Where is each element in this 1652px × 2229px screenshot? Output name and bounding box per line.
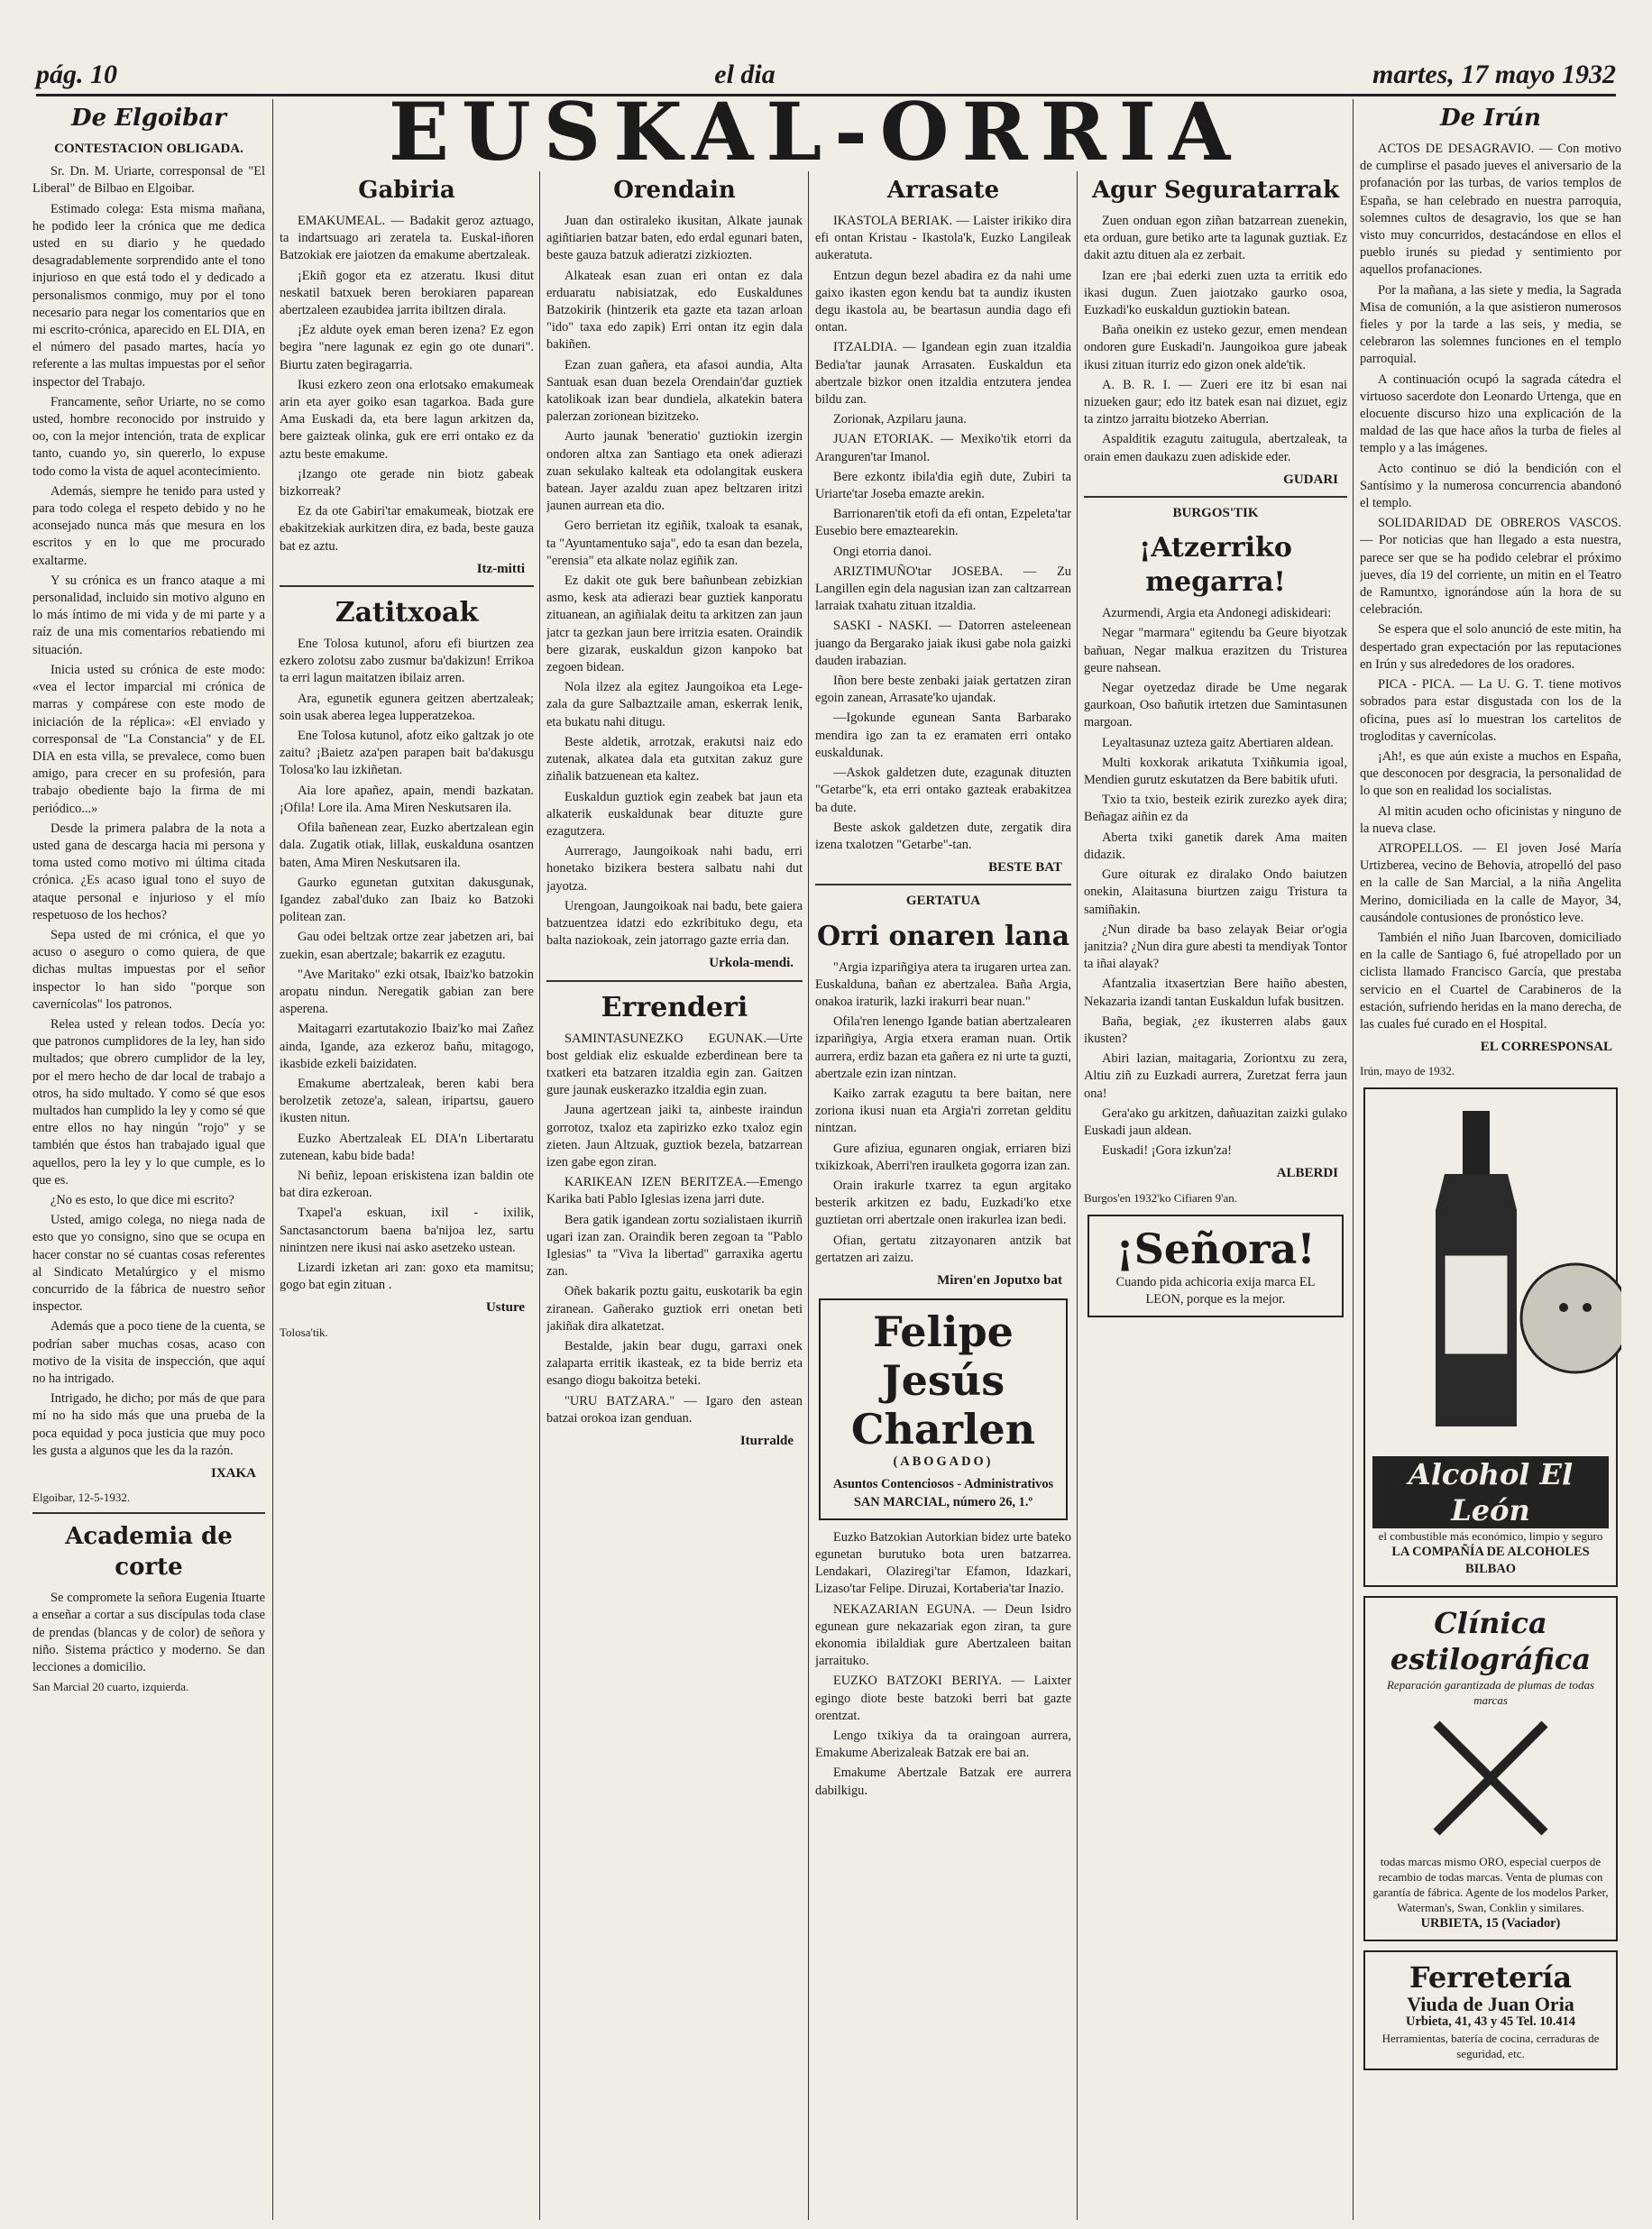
article-paragraph: Francamente, señor Uriarte, no se como usted, hombre reconocido por instruido y oo, con la mejor intención, trata de explicar tanto, cuando yo, sin quererlo, lo expuse todo como la vista de aquel acontecimiento. [32,394,265,479]
article-paragraph: Sr. Dn. M. Uriarte, corresponsal de "El Liberal" de Bilbao en Elgoibar. [32,164,265,197]
article-paragraph: A. B. R. I. — Zueri ere itz bi esan nai nizueken gaur; edo itz batek esan nai dizuet, egiz ta zintzo jarraitu biotzeko Aberrian. [1084,377,1347,427]
poem-stanza: ¿Nun dirade ba baso zelayak Beiar or'ogia janitzia? ¿Nun dira gure abesti ta mendiyak Tontor ta iñai alayak? [1084,922,1347,972]
pen-clinic-advertisement [1363,1596,1618,1941]
section-subtitle: CONTESTACION OBLIGADA. [54,142,243,156]
section-label: BURGOS'TIK [1172,506,1259,521]
section-title: Arrasate [886,177,1000,204]
signature: BESTE BAT [988,860,1062,876]
article-paragraph: Iñon bere beste zenbaki jaiak gertatzen ziran egoin zanean, Arrasate'ko ujandak. [815,674,1071,706]
bottle-lion-illustration [1372,1102,1621,1445]
poem-stanza: Abiri lazian, maitagaria, Zoriontxu zu zera, Altiu ziñ zu Euzkadi aurrera, Zuretzat ferra jaun ona! [1084,1051,1347,1101]
issue-date: martes, 17 mayo 1932 [1372,60,1616,89]
divider [1084,496,1347,498]
article-paragraph: —Askok galdetzen dute, ezagunak dituzten "Getarbe"k, eta erri ontako gazteak erabakitzea ba dute. [815,766,1071,815]
column-orendain [546,171,803,2211]
article-paragraph: Beste aldetik, arrotzak, erakutsi naiz edo zutenak, alkatea dala eta gutxitan zakuz gure ziñalik batzuenean eta kaltez. [546,734,803,784]
section-title: Errenderi [601,991,748,1023]
column-rule [1353,99,1354,2220]
signature: Iturralde [739,1434,794,1448]
lion-icon [1521,1264,1621,1372]
article-paragraph: Ara, egunetik egunera geitzen abertzaleak; soin usak aberea legea lupperatzekoa. [280,691,534,723]
article-paragraph: Alkateak esan zuan eri ontan ez dala erduaratu nabisiatzak, edo Euskaldunes Batzokirik (hintzerik eta gazte eta tazan arloan "ido" taxa edo zapik) Erri ontan itz egin dala bakiñen. [546,268,803,353]
dateline: Burgos'en 1932'ko Cifiaren 9'an. [1084,1190,1237,1205]
ad-address: SAN MARCIAL, número 26, 1.º [853,1494,1033,1509]
article-paragraph: Jauna agertzean jaiki ta, ainbeste iraindun gorrotoz, txaloz eta zapirizko ezko txaloz egin zieten. Jaun Altzuak, guztiok bezela, batzarrean izen gabe egon ziran. [546,1103,803,1170]
page-number: pág. 10 [36,60,117,89]
article-paragraph: Ez dakit ote guk bere bañunbean zebizkian asmo, kesk ata adierazi bear guztiek kanporatu zituanean, an agiñialak deitu ta arkitzen zan jaun jatcr ta gezkan jaun bere irritzia esaten. Oraindik bere gizarak, euskaldun gizon kanpoko bat zegoen bidean. [546,573,803,675]
article-paragraph: Ikusi ezkero zeon ona erlotsako emakumeak arin eta ayer goiko esan tagarkoa. Bada gure Ama Euskadi da, eta bere lagun arkitzen da, bere gaizteak olinka, guk ere erri ontako ez da aztu beste emakume. [280,377,534,462]
divider [280,585,534,587]
article-paragraph: Inicia usted su crónica de este modo: «vea el lector imparcial mi crónica de marras y compárese con este modo de iniciación de la réplica»: «El enviado y corresponsal de "La Constancia" y de EL DIA en esta villa, se prevalece, como buen amigo, para crecer en su profesión, para trabajo obediente bajo la firma de mi periódico...» [32,662,265,816]
article-paragraph: EMAKUMEAL. — Badakit geroz aztuago, ta indartsuago ari zeratela ta. Euskal-iñoren Batzokiak ere jaiotzen da emakume abertzaleak. [280,214,534,263]
article-paragraph: Ezan zuan gañera, eta afasoi aundia, Alta Santuak esan duan bezela Orendain'dar guztiek katolikoak izan bear dundiela, alkatekin batera palerzan zorionean bizitzeko. [546,357,803,425]
section-title: Orendain [613,177,736,204]
ad-subtitle: Reparación garantizada de plumas de todas marcas [1386,1677,1594,1707]
poem-stanza: Baña, begiak, ¿ez ikusterren alabs gaux ikusten? [1084,1014,1347,1046]
article-paragraph: "URU BATZARA." — Igaro den astean batzai orokoa izan genduan. [546,1393,803,1426]
section-title: Zatitxoak [335,597,479,629]
signature: Itz-mitti [476,561,525,576]
article-paragraph: Y su crónica es un franco ataque a mi personalidad, incluido sin motivo alguno en lo más íntimo de mi vida y de mi parte y a raíz de una mis comentarios rebatiendo mi situación. [32,573,265,657]
article-paragraph: ITZALDIA. — Igandean egin zuan itzaldia Bedia'tar jaunak Arrasaten. Euskaldun eta abertzale bizkor onen itzaldia entzutera jendea bildu zan. [815,340,1071,408]
article-paragraph: Nola ilzez ala egitez Jaungoikoa eta Lege-zala da gure Salbaztzaile aman, eskerrak lenik, eta bukatu nahi ditugu. [546,680,803,729]
article-paragraph: NEKAZARIAN EGUNA. — Deun Isidro egunean gure nekazariak egon ziran, ta gure ekonomia ibilaldiak gure Abertzaleen baitan jarraituko. [815,1601,1071,1669]
article-paragraph: Maitagarri ezartutakozio Ibaiz'ko mai Zañez ainda, Igande, aza ezkeroz bañu, mitagogo, ikasbide ezkeli baizidaten. [280,1022,534,1071]
signature: EL CORRESPONSAL [1480,1040,1612,1055]
column-arrasate [815,171,1071,2211]
ad-title: Ferretería [1409,1960,1573,1995]
ad-name: Viuda de Juan Oria [1407,1993,1574,2016]
article-paragraph: Usted, amigo colega, no niega nada de esto que yo consigno, sino que se ocupa en hacer constar no sé cuantas cosas referentes al Sindicato Metalúrgico y el mismo concurrido de la fábrica de nuestro señor inspector. [32,1213,265,1315]
article-paragraph: Ofila bañenean zear, Euzko abertzalean egin dala. Zugatik otiak, lillak, euskalduna osantzen baten, Ama Miren Neskutsaren ila. [280,821,534,870]
bottle-label-icon [1445,1255,1508,1354]
ad-text: Cuando pida achicoria exija marca EL LEON, porque es la mejor. [1115,1274,1316,1307]
ad-line: LA COMPAÑÍA DE ALCOHOLES [1391,1544,1590,1559]
article-paragraph: Gure afiziua, egunaren ongiak, erriaren bizi txikizkoak, Aberri'ren iraulketa gogorra izan zan. [815,1141,1071,1173]
article-paragraph: Euzko Abertzaleak EL DIA'n Libertaratu zutenean, kabu bide bada! [280,1131,534,1163]
ad-line: Asuntos Contenciosos - Administrativos [832,1477,1054,1492]
article-paragraph: Aurrerago, Jaungoikoak nahi badu, erri honetako bizikera bestera salbatu nahi dut jayotza. [546,844,803,894]
article-paragraph: Orain irakurle txarrez ta egun argitako besterik arkitzen ez badu, Euzkadi'ko etxe guztietan orri abertzale onen irakurlea izan bedi. [815,1178,1071,1228]
article-paragraph: SOLIDARIDAD DE OBREROS VASCOS. — Por noticias que han llegado a esta nuestra, parece ser que se ha podido celebrar el próximo jueves, día 19 del corriente, un mitin en el Teatro de Ramuntxo, ignorándose aún la hora de su celebración. [1360,516,1621,618]
poem-stanza: Afantzalia itxasertzian Bere haiño abesten, Nekazaria izandi tantan Euskaldun lufak busitzen. [1084,977,1347,1009]
article-paragraph: Por la mañana, a las siete y media, la Sagrada Misa de comunión, a la que asistieron numerosos fieles y por la tarde a las seis, y media, se celebraron las solemnes funciones en el templo parroquial. [1360,282,1621,367]
article-paragraph: ¡Ah!, es que aún existe a muchos en España, que desconocen por desgracia, la personalidad de lo que son en realidad los socialistas. [1360,748,1621,799]
article-paragraph: Bera gatik igandean zortu sozialistaen ikurriñ ugari izan zan. Oraindik beren zegoan ta "Pablo Iglesias" ta "Viva la libertad" garraxika agertu zan. [546,1212,803,1280]
article-paragraph: "Ave Maritako" ezki otsak, Ibaiz'ko batzokin aropatu nindun. Neregatik gabian zan bere asperena. [280,967,534,1017]
article-paragraph: Ene Tolosa kutunol, aforu efi biurtzen zea ezkero zolotsu zabo zusmur ba'dakizun! Errikoa ta erri lagun maitatzen ibilaiz arren. [280,637,534,686]
ad-address: Urbieta, 41, 43 y 45 Tel. 10.414 [1406,2013,1575,2029]
article-paragraph: Ene Tolosa kutunol, afotz eiko galtzak jo ote zaitu? ¡Baietz aza'pen parapen bait ba'dakusgu Tolosa'ko lau izkiñetan. [280,729,534,778]
article-paragraph: Gaurko egunetan gutxitan dakusgunak, Igandez zabal'duko zan Ibaiz ko Batzoki politean zan. [280,875,534,925]
article-paragraph: EUZKO BATZOKI BERIYA. — Laixter egingo diote beste batzoki berri bat gazte orentzat. [815,1674,1071,1723]
article-paragraph: A continuación ocupó la sagrada cátedra el virtuoso sacerdote don Leonardo Urtenga, que en elocuente discurso hizo una explicación de la maldad de las que hace años la turba de fieles al templo y a las imágenes. [1360,372,1621,456]
poem-stanza: Negar oyetzedaz dirade be Ume negarak gaurkoan, Oso bañutik irtetzen due Samintasunen margoan. [1084,681,1347,730]
article-paragraph: Lizardi izketan ari zan: goxo eta mamitsu; gogo bat egin zituan . [280,1260,534,1293]
article-paragraph: ¿No es esto, lo que dice mi escrito? [50,1192,234,1207]
column-rule [808,171,809,2220]
article-paragraph: SAMINTASUNEZKO EGUNAK.—Urte bost geldiak eliz eskualde ezberdinean bere ta txatkeri eta batzaren itzaldia egin zan. Gaitzen gure jaunak euskerazko itzaldia egin zuan. [546,1031,803,1098]
article-paragraph: Sepa usted de mi crónica, el que yo acuso o aseguro o como quiera, de que dichas multas impuestas por el señor inspector lo han sido "porque son cavernícolas" los patronos. [32,927,265,1012]
article-paragraph: —Igokunde egunean Santa Barbarako mendira igo zan ta ez eramaten erri ontako euskaldunak. [815,711,1071,760]
article-paragraph: Aspalditik ezagutu zaitugula, abertzaleak, ta orain emen daukazu zuen adiskide eder. [1084,432,1347,464]
masthead-title: EUSKAL-ORRIA [388,85,1244,179]
column-rule [539,171,540,2220]
bottle-neck-icon [1463,1111,1490,1174]
article-paragraph: Desde la primera palabra de la nota a usted gana de descarga hacia mi persona y toma usted como motivo mi última citada crónica. ¿Es acaso igual tono el suyo de ataque personal e injurioso y el mío respetuoso de los hechos? [32,821,265,922]
article-paragraph: Oñek bakarik poztu gaitu, euskotarik ba egin ziranean. Gañerako guztiok erri onetan beti jakiñak dira alkatetzat. [546,1284,803,1334]
signature: Urkola-mendi. [709,956,794,971]
section-title: De Elgoibar [71,105,226,132]
article-paragraph: ARIZTIMUÑO'tar JOSEBA. — Zu Langillen egin dela nagusian izan zan caltzarrean larraiak txahatu zituan itzaldia. [815,564,1071,614]
article-paragraph: Relea usted y relean todos. Decía yo: que patronos cumplidores de la ley, han sido multados; que obrero cumplidor de la ley, por el mero hecho de dar local de trabajo a otros, ha sido multado. Y como sé que esos multados han cumplido la ley y como sé que entre ellos no hay ningún "rojo" y se también que éstos han trabajado igual que aquellos, pero la ley y lo que cumple, es lo que es. [32,1016,265,1188]
article-paragraph: Euzko Batzokian Autorkian bidez urte bateko egunetan burutuko bota uren batzarrea. Lendakari, Olaziregi'tar Efamon, Idazkari, Lizaso'tar Felipe. Diruzai, Kortaberia'tar Inazio. [815,1529,1071,1597]
article-paragraph: JUAN ETORIAK. — Mexiko'tik etorri da Aranguren'tar Imanol. [815,432,1071,464]
article-paragraph: Urengoan, Jaungoikoak nai badu, bete gaiera batzuentzea idatzi edo ezkribituko degu, eta balta naziokoak, zein jatorrago gazte erria dan. [546,898,803,949]
article-paragraph: También el niño Juan Ibarcoven, domiciliado en la calle de Santiago 6, fué atropellado por un ciclista llamado Francisco García, que prestaba servicio en el Cuartel de Carabineros de la estación, sufriendo heridas en la mano derecha, de las cuales fué curado en el Hospital. [1360,930,1621,1032]
ad-line: el combustible más económico, limpio y seguro [1378,1528,1603,1543]
poem-stanza: Gera'ako gu arkitzen, dañuazitan zaizki gulako Euskadi jaun aldean. [1084,1105,1347,1138]
article-paragraph: Ongi etorria danoi. [833,544,932,559]
ad-address: URBIETA, 15 (Vaciador) [1420,1916,1561,1931]
ad-title: ¡Señora! [1115,1224,1316,1273]
article-paragraph: Ofian, gertatu zitzayonaren antzik bat gertatzen ari zaizu. [815,1233,1071,1265]
article-paragraph: Lengo txikiya da ta oraingoan aurrera, Emakume Aberizaleak Batzak ere bai an. [815,1729,1071,1761]
article-paragraph: Intrigado, he dicho; por más de que para mí no ha sido más que una prueba de la poca equidad y poca justicia que muy poco les gusta a algunos que les da la razón. [32,1391,265,1458]
dateline: Tolosa'tik. [280,1325,328,1339]
section-title: ¡Atzerriko megarra! [1139,532,1292,599]
poem-stanza: Txio ta txio, besteik ezirik zurezko ayek dira; Beñagaz aiñin ez da [1084,793,1347,825]
dateline: Elgoibar, 12-5-1932. [32,1491,131,1505]
article-paragraph: Kaiko zarrak ezagutu ta bere baitan, nere zoriona ikusi nuan eta Argia'ri zorretan gelditu nintzan. [815,1086,1071,1136]
ad-title: Clínica estilográfica [1390,1605,1592,1676]
column-segura [1084,171,1347,2211]
article-paragraph: Al mitin acuden ocho oficinistas y ninguno de la nueva clase. [1360,803,1621,836]
article-paragraph: IKASTOLA BERIAK. — Laister irikiko dira efi ontan Kristau - Ikastola'k, Euzko Langileak aukeratuta. [815,214,1071,263]
section-title: Orri onaren lana [816,920,1070,952]
article-paragraph: ¡Ez aldute oyek eman beren izena? Ez egon begira "nere lagunak ez egin go ote dunari". Biurtu zaten begiragarria. [280,323,534,372]
article-paragraph: Se espera que el solo anunció de este mitin, ha despertado gran expectación por las reputaciones en Irún y sus alrededores de los oradores. [1360,622,1621,672]
address: San Marcial 20 cuarto, izquierda. [32,1680,189,1694]
article-paragraph: Emakume abertzaleak, beren kabi bera berolzetik zetoze'a, salean, iripartsu, gauero ikusten nitun. [280,1076,534,1126]
alcohol-advertisement [1363,1087,1618,1587]
column-rule [272,99,273,2220]
dateline: Irún, mayo de 1932. [1360,1064,1455,1078]
article-paragraph: Estimado colega: Esta misma mañana, he podido leer la crónica que me dedica usted en su diario y he quedado desagradablemente sorprendido ante el tono injurioso en que está todo el y dedicado a personalismos conmigo, muy por el tono necesario para negar los comentarios que en mi escrito-crónica, aparecido en EL DIA, en el número del pasado martes, hacía yo referente a las multas impuestas por el señor inspector del Trabajo. [32,201,265,390]
signature: IXAKA [210,1466,256,1481]
article-paragraph: Además que a poco tiene de la cuenta, se podrían saber muchas cosas, acaso con motivo de la visita de inspección, que aquí no ha intrigado. [32,1319,265,1387]
article-paragraph: PICA - PICA. — La U. G. T. tiene motivos sobrados para estar disgustada con los de la oficina, pues así lo muestran los cartelitos de trogloditas y cavernícolas. [1360,677,1621,744]
article-paragraph: Emakume Abertzale Batzak ere aurrera dabilkigu. [815,1766,1071,1798]
column-gabiria [280,171,534,2211]
article-paragraph: Aia lore apañez, apain, mendi bazkatan. ¡Ofila! Lore ila. Ama Miren Neskutsaren ila. [280,783,534,815]
article-paragraph: Bere ezkontz ibila'dia egiñ dute, Zubiri ta Uriarte'tar Joseba emazte arekin. [815,469,1071,502]
article-paragraph: Además, siempre he tenido para usted y para todo colega el respeto debido y no he aconsejado nunca más que mesura en los escritos y en lo que me procurado exaltarme. [32,483,265,568]
article-paragraph: "Argia izpariñgiya atera ta irugaren urtea zan. Euskalduna, bañan ez abertzalea. Baña Argia, onakoa iraturik, lazki irakurri bear nuan." [815,959,1071,1009]
article-paragraph: Ofila'ren lenengo Igande batian abertzalearen izpariñgiya, Argia etxera eraman nuan. Ortik aurrera, erdiz bazan eta gañera ez ni urte ta guzti, abertzale ezin izan nintzan. [815,1014,1071,1081]
column-irun [1360,99,1621,2211]
article-paragraph: ACTOS DE DESAGRAVIO. — Con motivo de cumplirse el pasado jueves el aniversario de la profanación por las turbas, de varios templos de España, se han celebrado en nuestra parroquia, solemnes cultos de desagravio, los que se han visto muy concurridos, destacándose en ellos el pueblo irunés su piedad y sentimiento por aquellos profanaciones. [1360,142,1621,278]
article-paragraph: Baña oneikin ez usteko gezur, emen mendean ondoren gure Euskadi'n. Jaungoikoa gure jabeak ikusi zituan iturriz edo gizon onek alde'tik. [1084,323,1347,372]
article-paragraph: Ni beñiz, lepoan eriskistena izan baldin ote bat dira ezkeroan. [280,1168,534,1201]
poem-stanza: Multi koxkorak arikatuta Txiñkumia igoal, Mendien gurutz eskutatzen da Bere babitik ufuti. [1084,755,1347,788]
article-paragraph: KARIKEAN IZEN BERITZEA.—Emengo Karika bati Pablo Iglesias izena jarri dute. [546,1175,803,1207]
article-paragraph: Zorionak, Azpilaru jauna. [833,412,967,427]
article-paragraph: Txapel'a eskuan, ixil - ixilik, Sanctasanctorum baena ba'nijoa lez, sartu ninintzen nere ikusi nai asko asetzeko ustean. [280,1206,534,1255]
poem-stanza: Euskadi! ¡Gora izkun'za! [1102,1143,1233,1159]
hardware-advertisement [1363,1950,1618,2069]
article-paragraph: Zuen onduan egon ziñan batzarrean zuenekin, eta orduan, gure betiko arte ta lagunak guztiak. Ez dakit aztu dituen ala ez zerbait. [1084,214,1347,263]
article-paragraph: Gau odei beltzak ortze zear jabetzen ari, bai zuekin, esan abertzale; bakarrik ez ezagutu. [280,930,534,962]
article-paragraph: Aurto jaunak 'beneratio' guztiokin izergin ondoren altxa zan Santiago eta onek adierazi zuan sekulako kalteak eta odolangitak euskera batean. Jayer azaldu zuan apez beltzaren iritzi jaunen aurrean eta dio. [546,429,803,514]
article-paragraph: Euskaldun guztiok egin zeabek bat jaun eta alkaterik euskaldunak bear dituzte gure ezagutzera. [546,789,803,839]
poem-stanza: Leyaltasunaz uzteza gaitz Abertiaren aldean. [1102,735,1334,750]
section-title: De Irún [1440,105,1541,132]
article-paragraph: Entzun degun bezel abadira ez da nahi ume gaixo ikasten egon kendu bat ta aundiz ikusten degu ikastola au, be beartasun aundia dago efi ontan. [815,268,1071,335]
article-paragraph: Se compromete la señora Eugenia Ituarte a enseñar a cortar a sus discípulas toda clase de prendas (blancas y de color) de señora y niño. Sistema práctico y moderno. Se dan lecciones a domicilio. [32,1591,265,1675]
column-elgoibar [32,99,265,2211]
lawyer-advertisement [819,1298,1068,1520]
signature: Miren'en Joputxo bat [937,1272,1062,1288]
article-paragraph: ¡Ekiñ gogor eta ez atzeratu. Ikusi ditut neskatil batxuek beren berokiaren paparean abertzaleen ezaubidea jarrita ibiltzen dirala. [280,268,534,318]
article-paragraph: Beste askok galdetzen dute, zergatik dira izena txalotzen "Getarbe"-tan. [815,820,1071,852]
article-paragraph: Acto continuo se dió la bendición con el Santísimo y la numerosa concurrencia abandonó el templo. [1360,461,1621,511]
section-label: GERTATUA [905,894,981,909]
ad-text: todas marcas mismo ORO, especial cuerpos de recambio de todas marcas. Venta de plumas con garantía de fábrica. Agente de los modelos Parker, Waterman's, Swan, Conklin y similares. [1372,1855,1609,1915]
divider [546,980,803,982]
section-title: Gabiria [358,177,455,204]
signature: GUDARI [1283,472,1338,487]
advertiser-name: Felipe Jesús Charlen [850,1307,1036,1454]
ad-text: Herramientas, batería de cocina, cerraduras de seguridad, etc. [1381,2031,1600,2060]
poem-stanza: Aberta txiki ganetik darek Ama maiten didazik. [1084,830,1347,862]
column-rule [1077,171,1078,2220]
article-paragraph: Barrionaren'tik etofi da efi ontan, Ezpeleta'tar Eusebio bere emaztearekin. [815,507,1071,539]
poem-stanza: Negar "marmara" egitendu ba Geure biyotzak bañuan, Negar malkua erazitzen du Tristurea geure nahsean. [1084,626,1347,675]
article-paragraph: ¡Izango ote gerade nin biotz gabeak bizkorreak? [280,466,534,500]
paper-name: el dia [714,60,776,89]
article-paragraph: SASKI - NASKI. — Datorren asteleenean juango da Bergarako jaiak ikusi gabe nola gaizki dauden irabazian. [815,619,1071,668]
article-paragraph: Izan ere ¡bai ederki zuen uzta ta erritik edo ikasi dugun. Zuen jaiotzako gaurko osoa, Euzkadi'ko euskaldun guztiokin batean. [1084,268,1347,318]
section-title: Academia de corte [65,1523,233,1582]
divider [815,884,1071,885]
signature: ALBERDI [1276,1166,1338,1181]
article-paragraph: Gero berrietan itz egiñik, txaloak ta esanak, ta "Ayuntamentuko saja", edo ta esan dan bezela, "erensia" eta alkate nolaz egiñik zan. [546,518,803,568]
divider [32,1512,265,1514]
signature: Usture [485,1300,525,1316]
advertiser-role: (ABOGADO) [893,1454,994,1470]
poem-stanza: Gure oiturak ez diralako Ondo baiutzen onekin, Alaitasuna biurtzen zaigu Tristura ta samiñakin. [1084,867,1347,917]
section-title: Agur Seguratarrak [1091,177,1340,204]
ad-line: BILBAO [1465,1561,1516,1576]
article-paragraph: Bestalde, jakin bear dugu, garraxi onek zalaparta erritik ikasteak, ez ta bide berriz eta esango diogu bakoitza beteki. [546,1338,803,1389]
ad-brand: Alcohol El León [1372,1456,1609,1528]
article-paragraph: ATROPELLOS. — El joven José María Urtizberea, vecino de Behovia, atropelló del paso en la calle de San Marcial, a la niña Angelita Merino, domiciliada en la calle de Mayor, 34, causándole contusiones de pronóstico leve. [1360,840,1621,925]
article-paragraph: Ez da ote Gabiri'tar emakumeak, biotzak ere ebakitzekiak aurkitzen dira, ez bada, beste gauza bat ez aztu. [280,504,534,554]
article-paragraph: Juan dan ostiraleko ikusitan, Alkate jaunak agiñtiarien batzar baten, edo erdal egunari baten, beste gauza batzuk adieratzi zizkiozten. [546,214,803,263]
poem-stanza: Azurmendi, Argia eta Andonegi adiskideari: [1102,606,1332,621]
fountain-pen-icon [1409,1715,1572,1841]
chicory-advertisement [1088,1215,1344,1317]
